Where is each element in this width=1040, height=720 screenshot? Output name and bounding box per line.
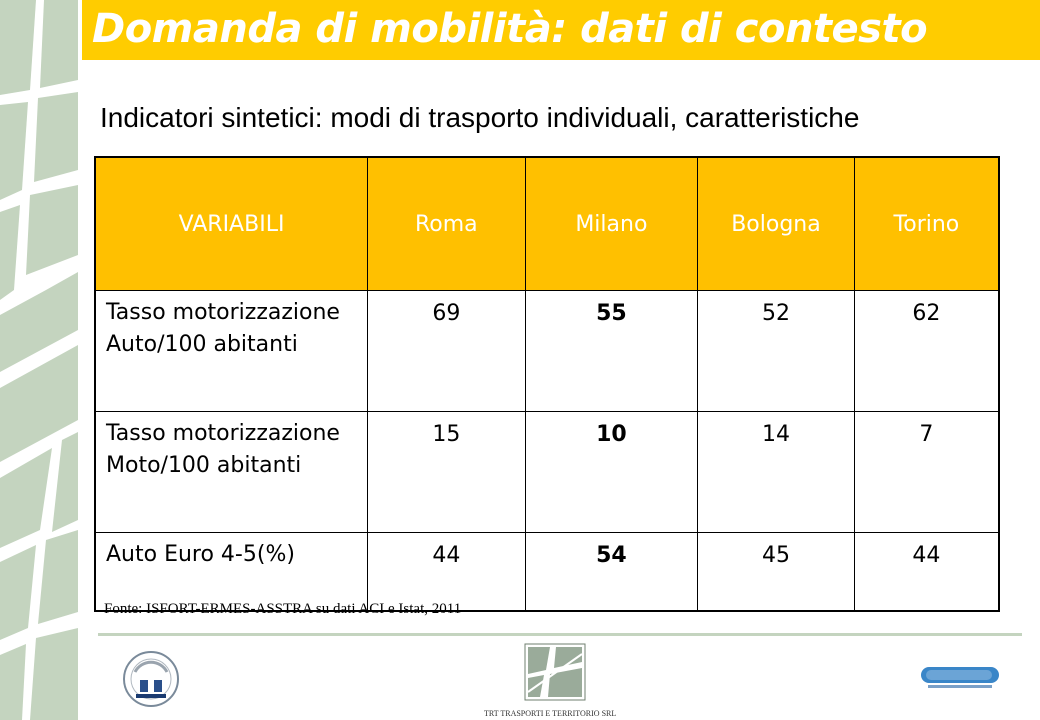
cell-roma: 69 [368, 291, 526, 412]
azzeroco2-logo [920, 666, 1002, 690]
header-bologna: Bologna [698, 157, 855, 291]
header-variabili: VARIABILI [95, 157, 368, 291]
table-row [95, 291, 999, 412]
row-label-line2: Auto/100 abitanti [106, 332, 298, 357]
slide-subtitle: Indicatori sintetici: modi di trasporto individuali, caratteristiche [100, 102, 860, 133]
row-label [95, 533, 368, 612]
indicators-table [94, 156, 1000, 612]
cell-torino: 62 [854, 291, 999, 412]
decorative-map-pattern [0, 0, 80, 720]
table-row [95, 412, 999, 533]
cell-torino: 7 [854, 412, 999, 533]
slide-title: Domanda di mobilità: dati di contesto [92, 6, 928, 52]
row-label-line1: Tasso motorizzazione [106, 421, 340, 446]
trt-logo [520, 642, 590, 702]
cell-milano: 10 [525, 412, 698, 533]
row-label-line2: Moto/100 abitanti [106, 453, 302, 478]
header-roma: Roma [368, 157, 526, 291]
table-header-row [95, 157, 999, 291]
cell-bologna: 14 [698, 412, 855, 533]
row-label [95, 412, 368, 533]
header-milano: Milano [525, 157, 698, 291]
trt-company-name: TRT TRASPORTI E TERRITORIO SRL [484, 709, 617, 718]
cell-roma: 44 [368, 533, 526, 612]
source-note: Fonte: ISFORT-ERMES-ASSTRA su dati ACI e Istat, 2011 [104, 601, 462, 617]
cell-bologna: 52 [698, 291, 855, 412]
row-label-line1: Tasso motorizzazione [106, 300, 340, 325]
table-row [95, 533, 999, 612]
header-torino: Torino [854, 157, 999, 291]
cell-bologna: 45 [698, 533, 855, 612]
certification-logo [110, 650, 192, 712]
cell-torino: 44 [854, 533, 999, 612]
cell-milano: 55 [525, 291, 698, 412]
row-label [95, 291, 368, 412]
row-label-line1: Auto Euro 4-5(%) [106, 542, 295, 567]
title-bar [82, 0, 1040, 60]
cell-roma: 15 [368, 412, 526, 533]
footer-divider [98, 633, 1022, 636]
cell-milano: 54 [525, 533, 698, 612]
